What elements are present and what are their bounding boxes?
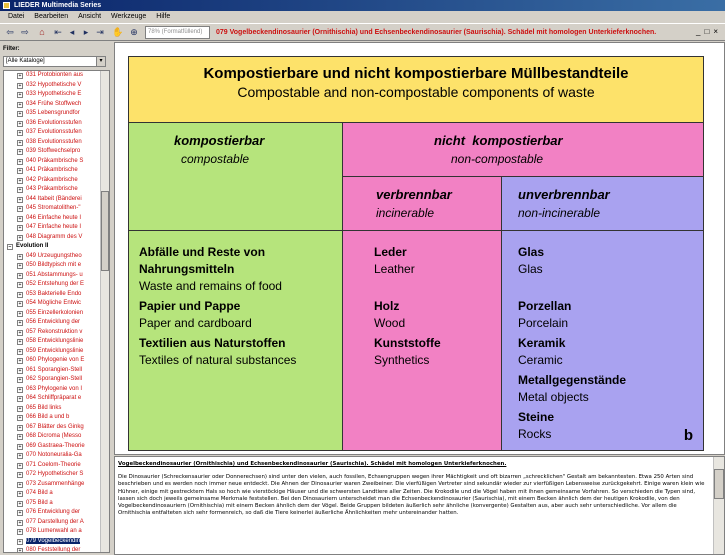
expand-icon[interactable]: + (18, 481, 22, 488)
tree-item-label: 072 Hypothetischer S (26, 471, 84, 477)
expand-icon[interactable]: + (18, 538, 22, 545)
tree-item[interactable] (4, 518, 101, 528)
menu-datei[interactable]: Datei (8, 13, 25, 20)
tree-item[interactable] (4, 375, 101, 385)
description-text (118, 461, 708, 517)
tree-item-label: 079 Vogelbeckendin (26, 537, 81, 544)
tree-item[interactable] (4, 489, 101, 499)
expand-icon[interactable]: + (18, 282, 22, 288)
item-de: Porzellan (518, 299, 572, 313)
slide-badge: b (683, 427, 693, 444)
sidebar (0, 42, 112, 555)
expand-icon[interactable]: + (18, 500, 22, 507)
tree-item[interactable] (4, 100, 101, 110)
item-de: Metallgegenstände (518, 373, 627, 387)
expand-icon[interactable]: + (18, 234, 22, 241)
tree-section[interactable] (4, 242, 101, 252)
item-en: Ceramic (518, 353, 563, 367)
zoom-icon[interactable]: ⊕ (130, 27, 138, 37)
filter-label: Filter: (3, 46, 20, 52)
tree-item[interactable] (4, 394, 101, 404)
tree-item[interactable] (4, 432, 101, 442)
tree-item-label: 070 Notoneuralia-Ga (26, 452, 82, 458)
tree-item-label: 076 Entwicklung der (26, 509, 81, 515)
description-body: Die Dinosaurier (Schreckensaurier oder Donnerechsen) sind unter den vielen, auch fossilen, Echsengruppen wegen ihrer Mächtigkeit und oft bizarren „schrecklichen" Gestalt am bekanntesten. Etwa 250 Arten sind beschrieben und es werden noch immer neue entdeckt. Die Ahnen der Dinosaurier waren Zweibeiner. Die vierfüßigen Vertreter sind sekundär wieder zur vierfüßigen Lebensweise zurückgekehrt. Einige waren klein wie Hühner, einige mit gestrecktem Hals so hoch wie vierstöckige Häuser und die schwersten Landtiere aller Zeiten. Die Krokodile und die Vögel haben mit ihnen gemeinsame Vorfahren. So verschieden die Typen sind, lassen sich doch jeweils gemeinsame Merkmale feststellen. Bei den Dinosauriern unterscheidet man die Echsenbeckendinosaurier (Saurischia), mit einem Becken ähnlich dem der heutigen Krokodile, von den Vogelbeckendinosauriern (Ornithischia) mit einem Becken ähnlich dem der Vögel. Beide Gruppen bildeten äußerlich sehr ähnliche (konvergente) Gestalten aus, aber auch sehr unterschiedliche. Vor allem die Ornithischia entfalteten sich sehr formenreich, so daß die Tiere keinerlei äußerliche Ähnlichkeiten mehr untereinander hatten. (118, 474, 705, 517)
tree-item-label: Evolution II (16, 243, 49, 249)
tree-scroll-thumb[interactable] (101, 191, 109, 271)
expand-icon[interactable]: + (18, 510, 22, 516)
divider (343, 230, 703, 231)
tree-item-label: 049 Urzeugungstheo (26, 252, 82, 259)
tree-item-label: 074 Bild a (26, 490, 53, 496)
tree-item-label: 037 Evolutionsstufen (26, 129, 82, 135)
expand-icon[interactable]: + (18, 443, 22, 450)
tree-item[interactable] (4, 204, 101, 214)
expand-icon[interactable]: + (18, 396, 22, 402)
tree-item-label: 073 Zusammenhänge (26, 480, 85, 487)
item-en: Porcelain (518, 316, 569, 330)
tree-item-label: 065 Bild links (26, 404, 62, 411)
expand-icon[interactable]: + (18, 329, 22, 336)
collapse-icon[interactable]: − (8, 244, 12, 250)
tree-item-label: 035 Lebensgrundfor (26, 110, 80, 116)
expand-icon[interactable]: + (18, 320, 22, 326)
tree-item-label: 033 Hypothetische E (26, 91, 82, 97)
tree-item[interactable] (4, 81, 101, 91)
tree-item-label: 038 Evolutionsstufen (26, 138, 82, 145)
item-en: Textiles of natural substances (139, 353, 297, 367)
filter-value: [Alle Kataloge] (6, 58, 45, 64)
expand-icon[interactable]: + (18, 253, 22, 260)
chevron-down-icon[interactable]: ▾ (96, 57, 105, 66)
tree-item[interactable] (4, 176, 101, 186)
item-de: Steine (518, 410, 555, 424)
non-compostable-heading: nicht kompostierbar (434, 133, 563, 148)
item-en: Glas (518, 262, 543, 276)
tree-item[interactable] (4, 404, 101, 414)
tree-item[interactable] (4, 508, 101, 518)
expand-icon[interactable]: + (18, 453, 22, 459)
expand-icon[interactable]: + (18, 405, 22, 412)
tree-item-label: 062 Sporangien-Stell (26, 376, 83, 382)
tree-item-label: 043 Präkambrische (26, 186, 78, 192)
item-de: Holz (374, 299, 400, 313)
tree-item[interactable] (4, 280, 101, 290)
tree-item-label: 069 Gastraea-Theorie (26, 442, 85, 449)
tree-item-label: 036 Evolutionsstufen (26, 119, 82, 126)
expand-icon[interactable]: + (18, 225, 22, 231)
non-compostable-header (343, 123, 703, 177)
expand-icon[interactable]: + (18, 139, 22, 146)
tree-item[interactable] (4, 328, 101, 338)
tree-item-label: 058 Entwicklungslinie (26, 338, 84, 344)
expand-icon[interactable]: + (18, 415, 22, 421)
expand-icon[interactable]: + (18, 272, 22, 279)
tree-item-label: 044 Itabeit (Bänderei (26, 195, 82, 202)
tree-item[interactable] (4, 271, 101, 281)
tree-item[interactable] (4, 499, 101, 509)
tree-item-label: 052 Entstehung der E (26, 281, 85, 287)
tree-item-label: 080 Feststellung der (26, 547, 81, 553)
expand-icon[interactable]: + (18, 462, 22, 469)
tree-item-label: 034 Frühe Stoffwech (26, 100, 82, 107)
tree-item-label: 064 Schliffpräparat e (26, 395, 82, 401)
tree-item[interactable] (4, 166, 101, 176)
window-controls-icon[interactable]: _□× (696, 27, 722, 36)
item-en: Leather (374, 262, 415, 276)
tree-item-label: 041 Präkambrische (26, 167, 78, 173)
tree-item[interactable] (4, 109, 101, 119)
tree-item-label: 056 Entwicklung der (26, 319, 81, 325)
expand-icon[interactable]: + (18, 529, 22, 535)
tree-item[interactable] (4, 423, 101, 433)
item-de: Leder (374, 245, 407, 259)
first-page-icon[interactable]: ⇤ (54, 27, 62, 37)
expand-icon[interactable]: + (18, 130, 22, 136)
expand-icon[interactable]: + (18, 358, 22, 364)
expand-icon[interactable]: + (18, 519, 22, 526)
tree-item[interactable] (4, 480, 101, 490)
document-title: 079 Vogelbeckendinosaurier (Ornithischia) und Echsenbeckendinosaurier (Saurischia). Schädel mit homologen Unterkieferknochen. (216, 29, 657, 36)
home-icon[interactable]: ⌂ (39, 27, 45, 37)
non-incinerable-heading: unverbrennbar (518, 187, 610, 202)
tree-item[interactable] (4, 223, 101, 233)
app-icon (3, 2, 10, 9)
forward-arrow-icon[interactable]: ⇨ (21, 27, 29, 37)
slide-title-de: Kompostierbare und nicht kompostierbare Müllbestandteile (203, 65, 629, 82)
item-de: Papier und Pappe (139, 299, 241, 313)
tree-item[interactable] (4, 309, 101, 319)
tree-item-label: 055 Einzellerkolonien (26, 309, 84, 316)
back-arrow-icon[interactable]: ⇦ (6, 27, 14, 37)
tree-item[interactable] (4, 413, 101, 423)
expand-icon[interactable]: + (18, 73, 22, 79)
expand-icon[interactable]: + (18, 386, 22, 393)
tree-item[interactable] (4, 337, 101, 347)
window-titlebar (0, 0, 725, 11)
tree-item[interactable] (4, 299, 101, 309)
tree-item[interactable] (4, 527, 101, 537)
item-en: Rocks (518, 427, 552, 441)
tree-item[interactable] (4, 214, 101, 224)
hand-tool-icon[interactable]: ✋ (112, 27, 124, 37)
tree-item[interactable] (4, 470, 101, 480)
description-scroll-thumb[interactable] (714, 469, 724, 499)
tree-item[interactable] (4, 233, 101, 243)
tree-item-label: 067 Blätter des Ginkg (26, 423, 84, 430)
tree-item-label: 063 Phylogenie von I (26, 385, 83, 392)
expand-icon[interactable]: + (18, 424, 22, 431)
tree-item-label: 075 Bild a (26, 499, 53, 506)
expand-icon[interactable]: + (18, 82, 22, 89)
window-title: LIEDER Multimedia Series (14, 2, 102, 9)
tree-item[interactable] (4, 119, 101, 129)
menu-werkzeuge[interactable]: Werkzeuge (111, 13, 147, 20)
item-en: Wood (374, 316, 406, 330)
tree-item-label: 066 Bild a und b (26, 414, 70, 420)
tree-item[interactable] (4, 195, 101, 205)
item-de: Abfälle und Reste von (139, 245, 266, 259)
tree-item[interactable] (4, 185, 101, 195)
next-icon[interactable]: ▸ (83, 27, 89, 37)
tree-item-label: 053 Bakterielle Endo (26, 290, 82, 297)
expand-icon[interactable]: + (18, 196, 22, 203)
tree-item[interactable] (4, 461, 101, 471)
menu-bearbeiten[interactable]: Bearbeiten (34, 13, 69, 20)
slide-title-en: Compostable and non-compostable components of waste (237, 84, 595, 100)
item-en: Synthetics (374, 353, 430, 367)
expand-icon[interactable]: + (18, 348, 22, 355)
expand-icon[interactable]: + (18, 120, 22, 127)
tree-item-label: 046 Einfache heute I (26, 214, 82, 221)
slide-viewer (114, 42, 725, 455)
tree-item[interactable] (4, 356, 101, 366)
tree-item[interactable] (4, 537, 101, 547)
non-compostable-subheading: non-compostable (451, 152, 544, 166)
tree-item-label: 057 Rekonstruktion v (26, 328, 83, 335)
expand-icon[interactable]: + (18, 377, 22, 383)
tree-item[interactable] (4, 128, 101, 138)
menubar (0, 11, 725, 23)
compostable-heading: kompostierbar (174, 133, 265, 148)
expand-icon[interactable]: + (18, 291, 22, 298)
expand-icon[interactable]: + (18, 472, 22, 478)
expand-icon[interactable]: + (18, 187, 22, 193)
item-de: Nahrungsmitteln (139, 262, 235, 276)
tree-item-label: 031 Protobionten aus (26, 72, 84, 78)
expand-icon[interactable]: + (18, 177, 22, 184)
item-de: Glas (518, 245, 545, 259)
item-de: Keramik (518, 336, 566, 350)
tree-item[interactable] (4, 157, 101, 167)
expand-icon[interactable]: + (18, 206, 22, 212)
tree-item[interactable] (4, 546, 101, 553)
tree-item-label: 071 Coelom-Theorie (26, 461, 81, 468)
tree-item-label: 051 Abstammungs- u (26, 271, 83, 278)
previous-icon[interactable]: ◂ (69, 27, 75, 37)
tree-item[interactable] (4, 147, 101, 157)
zoom-field[interactable]: 78% (Formatfüllend) (145, 26, 210, 39)
tree-item-label: 040 Präkambrische S (26, 157, 84, 164)
item-en: Waste and remains of food (139, 279, 282, 293)
tree-item-label: 048 Diagramm des V (26, 233, 83, 240)
expand-icon[interactable]: + (18, 434, 22, 440)
tree-scrollbar[interactable] (100, 71, 109, 552)
tree-item-label: 059 Entwicklungslinie (26, 347, 84, 354)
tree-item[interactable] (4, 442, 101, 452)
tree-item-label: 045 Stromatolithen-" (26, 205, 81, 211)
tree-item[interactable] (4, 451, 101, 461)
description-panel (114, 456, 725, 555)
description-title: Vogelbeckendinosaurier (Ornithischia) und Echsenbeckendinosaurier (Saurischia). Schädel mit homologen Unterkieferknochen. (118, 461, 507, 467)
toolbar (0, 23, 725, 41)
expand-icon[interactable]: + (18, 215, 22, 222)
tree-item-label: 039 Stoffwechselpro (26, 148, 81, 154)
item-de: Kunststoffe (374, 336, 441, 350)
compostable-subheading: compostable (181, 152, 250, 166)
tree-item[interactable] (4, 90, 101, 100)
menu-hilfe[interactable]: Hilfe (156, 13, 171, 20)
last-page-icon[interactable]: ⇥ (96, 27, 104, 37)
incinerable-subheading: incinerable (376, 206, 435, 220)
tree-item[interactable] (4, 385, 101, 395)
expand-icon[interactable]: + (18, 301, 22, 307)
tree-item-label: 077 Darstellung der A (26, 518, 84, 525)
expand-icon[interactable]: + (18, 339, 22, 345)
tree-item-label: 078 Lumenwahl an a (26, 528, 82, 534)
description-scrollbar[interactable] (713, 457, 724, 554)
tree-item[interactable] (4, 366, 101, 376)
tree-item[interactable] (4, 252, 101, 262)
tree-item-label: 050 Bildtypisch mit e (26, 262, 82, 268)
filter-select[interactable] (3, 56, 106, 67)
divider (129, 230, 343, 231)
expand-icon[interactable]: + (18, 548, 22, 553)
tree-item[interactable] (4, 261, 101, 271)
expand-icon[interactable]: + (18, 310, 22, 317)
non-incinerable-subheading: non-incinerable (518, 206, 601, 220)
item-de: Textilien aus Naturstoffen (139, 336, 286, 350)
slide-header (129, 57, 703, 123)
catalog-tree (3, 70, 110, 553)
expand-icon[interactable]: + (18, 101, 22, 108)
expand-icon[interactable]: + (18, 263, 22, 269)
tree-item[interactable] (4, 290, 101, 300)
item-en: Paper and cardboard (139, 316, 252, 330)
tree-item-label: 068 Dicroma (Messo (26, 433, 82, 439)
slide (128, 56, 704, 451)
tree-item-label: 042 Präkambrische (26, 176, 78, 183)
expand-icon[interactable]: + (18, 168, 22, 174)
expand-icon[interactable]: + (18, 111, 22, 117)
item-en: Metal objects (518, 390, 589, 404)
tree-item[interactable] (4, 138, 101, 148)
expand-icon[interactable]: + (18, 367, 22, 374)
tree-list (4, 71, 101, 553)
incinerable-heading: verbrennbar (376, 187, 452, 202)
tree-item-label: 047 Einfache heute I (26, 224, 82, 230)
expand-icon[interactable]: + (18, 491, 22, 497)
expand-icon[interactable]: + (18, 149, 22, 155)
tree-item-label: 061 Sporangien-Stell (26, 366, 83, 373)
tree-item-label: 032 Hypothetische V (26, 81, 82, 88)
tree-item[interactable] (4, 71, 101, 81)
tree-item[interactable] (4, 318, 101, 328)
menu-ansicht[interactable]: Ansicht (78, 13, 102, 20)
expand-icon[interactable]: + (18, 92, 22, 98)
tree-item-label: 060 Phylogenie von E (26, 357, 85, 363)
expand-icon[interactable]: + (18, 158, 22, 165)
tree-item[interactable] (4, 347, 101, 357)
tree-item-label: 054 Mögliche Entwic (26, 300, 82, 306)
